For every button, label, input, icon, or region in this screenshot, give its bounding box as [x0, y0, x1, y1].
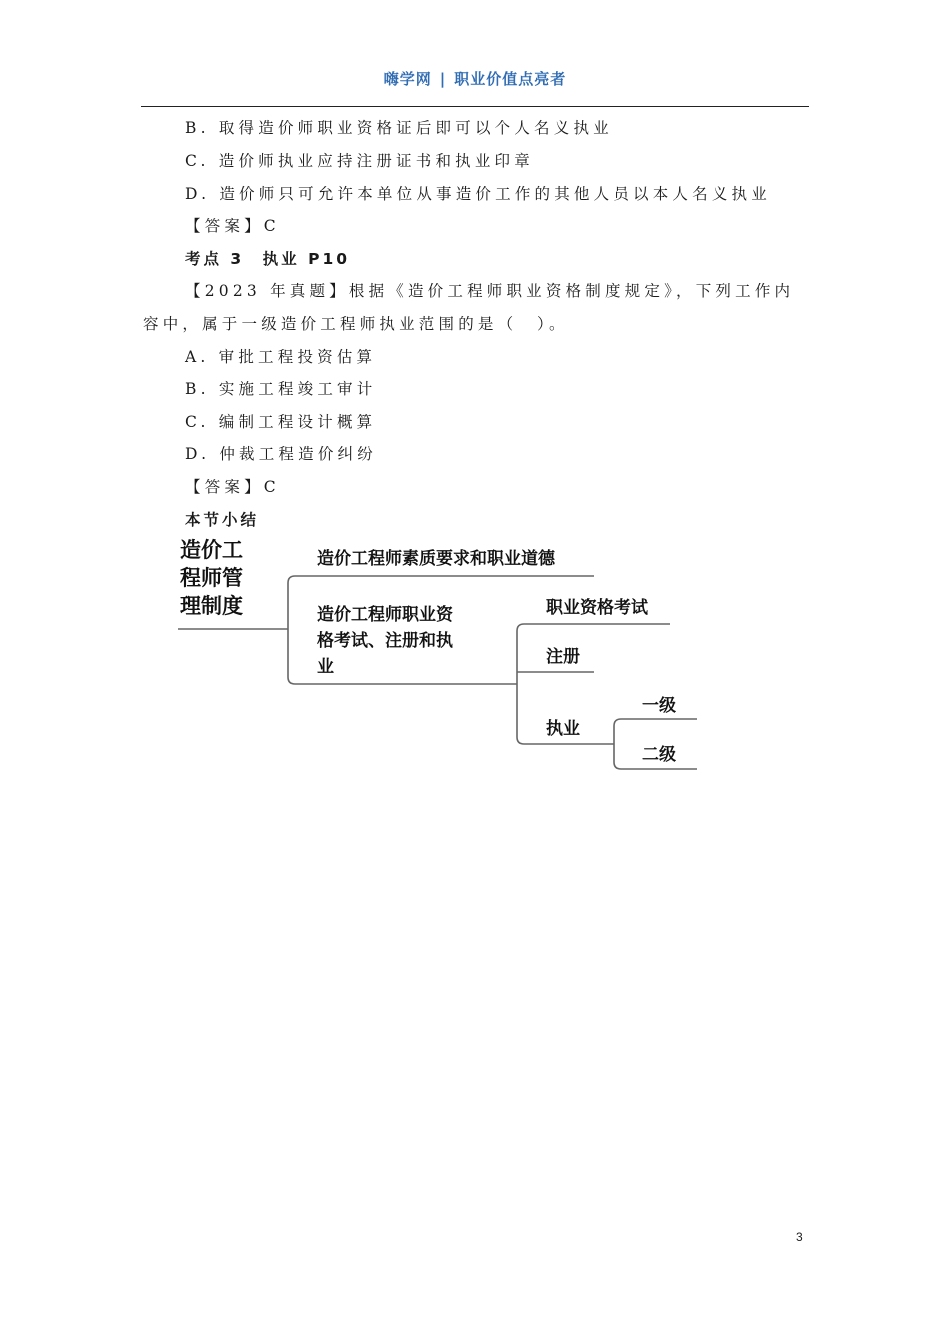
q2-answer: 【答案】C: [185, 478, 280, 496]
mindmap-branch-qualification: [317, 602, 453, 680]
mindmap-branch2-line3: 业: [317, 657, 334, 677]
mindmap-node-exam: 职业资格考试: [546, 598, 648, 618]
q2-option-b: B. 实施工程竣工审计: [185, 380, 377, 398]
mindmap-branch2-line2: 格考试、注册和执: [317, 631, 453, 651]
mindmap-root: [180, 536, 243, 620]
mindmap-root-line1: 造价工: [180, 538, 243, 562]
mindmap-leaf-level1: 一级: [642, 696, 676, 716]
q2-option-a: A. 审批工程投资估算: [185, 348, 377, 366]
mindmap-branch-ethics: 造价工程师素质要求和职业道德: [317, 549, 555, 569]
q2-stem-line2: 容中，属于一级造价工程师执业范围的是（ ）。: [143, 315, 569, 333]
header-separator: |: [439, 70, 447, 88]
mindmap-leaf-level2: 二级: [642, 745, 676, 765]
q2-option-c: C. 编制工程设计概算: [185, 413, 377, 431]
page-number: 3: [796, 1230, 803, 1244]
q1-option-d: D. 造价师只可允许本单位从事造价工作的其他人员以本人名义执业: [185, 185, 771, 203]
mindmap-root-line3: 理制度: [180, 594, 243, 618]
mindmap-branch2-line1: 造价工程师职业资: [317, 605, 453, 625]
mindmap-root-line2: 程师管: [180, 566, 243, 590]
q1-answer: 【答案】C: [185, 217, 280, 235]
mindmap-node-practice: 执业: [546, 719, 580, 739]
q1-option-c: C. 造价师执业应持注册证书和执业印章: [185, 152, 534, 170]
site-name: 嗨学网: [383, 70, 432, 88]
site-slogan: 职业价值点亮者: [454, 70, 567, 88]
q2-option-d: D. 仲裁工程造价纠纷: [185, 445, 377, 463]
mindmap-node-registration: 注册: [546, 647, 580, 667]
q1-option-b: B. 取得造价师职业资格证后即可以个人名义执业: [185, 119, 613, 137]
q2-stem-line1: 【2023 年真题】根据《造价工程师职业资格制度规定》，下列工作内: [185, 282, 795, 300]
summary-title: 本节小结: [185, 511, 260, 529]
exam-point-heading: 考点 3 执业 P10: [185, 250, 351, 268]
